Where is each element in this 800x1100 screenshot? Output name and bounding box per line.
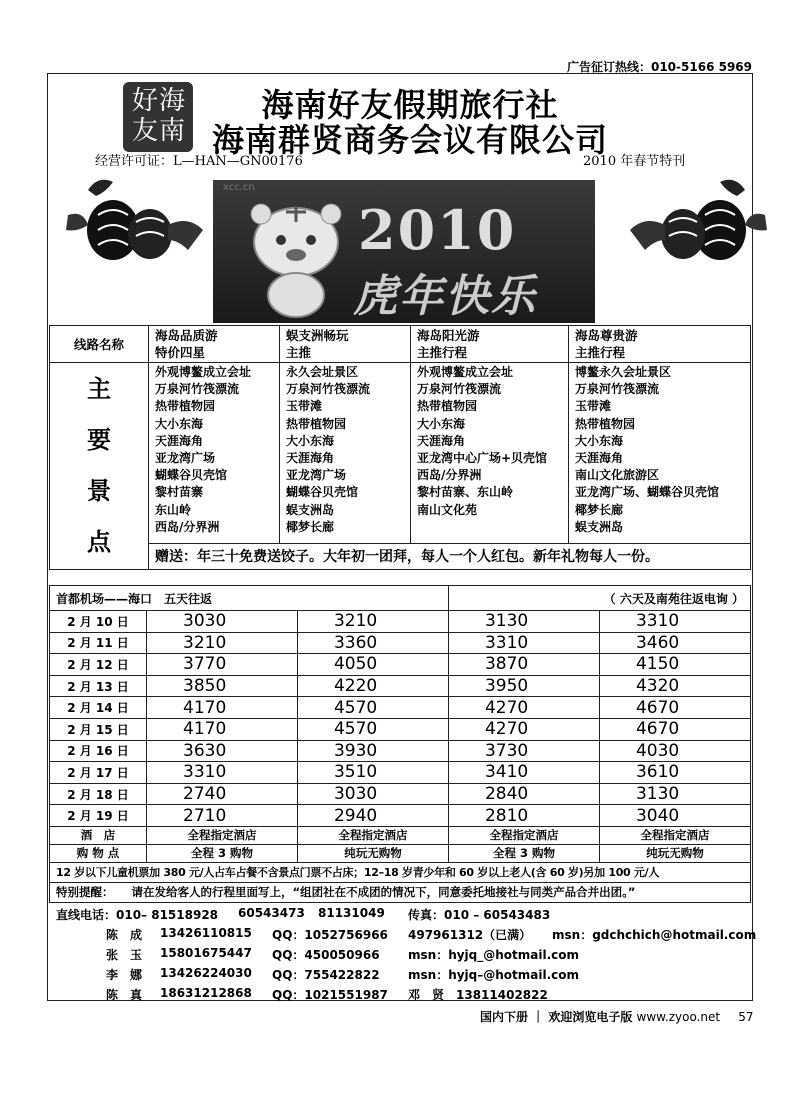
route-table bbox=[49, 325, 751, 570]
date-cell: 2 月 11 日 bbox=[50, 632, 147, 654]
price-cell: 3410 bbox=[448, 762, 599, 784]
spot-item: 天涯海角 bbox=[575, 451, 624, 466]
price-cell: 3610 bbox=[599, 762, 750, 784]
route-sub: 特价四星 bbox=[155, 345, 206, 360]
contact-qq: QQ：755422822 bbox=[272, 968, 380, 982]
price-cell: 3630 bbox=[147, 740, 298, 762]
price-cell: 3870 bbox=[448, 654, 599, 676]
date-cell: 2 月 10 日 bbox=[50, 611, 147, 633]
spot-item: 热带植物园 bbox=[417, 399, 478, 414]
price-cell: 3850 bbox=[147, 675, 298, 697]
spot-item: 亚龙湾广场、蝴蝶谷贝壳馆 bbox=[575, 485, 720, 500]
route-column bbox=[411, 326, 569, 363]
logo-char: 海 bbox=[159, 86, 186, 116]
price-cell: 4170 bbox=[147, 697, 298, 719]
price-cell: 3030 bbox=[297, 783, 448, 805]
price-cell: 4150 bbox=[599, 654, 750, 676]
contact-extra: 497961312（已满） bbox=[408, 928, 532, 942]
spot-item: 万泉河竹筏漂流 bbox=[575, 382, 660, 397]
date-cell: 2 月 17 日 bbox=[50, 762, 147, 784]
special-issue: 2010 年春节特刊 bbox=[583, 154, 686, 169]
contact-phone: 18631212868 bbox=[160, 986, 252, 1000]
price-cell: 4670 bbox=[599, 718, 750, 740]
price-cell: 3130 bbox=[448, 611, 599, 633]
spot-item: 亚龙湾中心广场+贝壳馆 bbox=[417, 451, 548, 466]
price-cell: 3510 bbox=[297, 762, 448, 784]
page-number: 57 bbox=[738, 1010, 754, 1024]
spot-item: 玉带滩 bbox=[575, 399, 612, 414]
route-sub: 主推行程 bbox=[417, 345, 468, 360]
price-cell: 4570 bbox=[297, 718, 448, 740]
price-cell: 3310 bbox=[599, 611, 750, 633]
spot-item: 大小东海 bbox=[575, 433, 624, 448]
spot-item: 大小东海 bbox=[155, 416, 204, 431]
route-note: （ 六天及南苑往返电询 ） bbox=[448, 586, 750, 611]
price-cell: 3040 bbox=[599, 805, 750, 827]
route-name: 海岛阳光游 bbox=[417, 328, 480, 343]
price-cell: 4170 bbox=[147, 718, 298, 740]
price-cell: 3210 bbox=[297, 611, 448, 633]
spot-item: 外观博鳌成立会址 bbox=[155, 365, 252, 379]
price-cell: 2710 bbox=[147, 805, 298, 827]
spot-item: 万泉河竹筏漂流 bbox=[286, 382, 371, 397]
price-cell: 4270 bbox=[448, 718, 599, 740]
price-table bbox=[49, 585, 751, 903]
banner-year: 2010 bbox=[358, 198, 517, 262]
direct-phone-3: 81131049 bbox=[318, 906, 385, 920]
contact-qq: QQ：450050966 bbox=[272, 948, 380, 962]
price-cell: 3130 bbox=[599, 783, 750, 805]
contact-extra: msn：hyjq–@hotmail.com bbox=[408, 968, 580, 982]
contact-extra: msn：hyjq_@hotmail.com bbox=[408, 948, 580, 962]
spot-item: 东山岭 bbox=[155, 502, 192, 517]
main-spots-label: 主 要 景 点 bbox=[50, 363, 149, 570]
price-cell: 3360 bbox=[297, 632, 448, 654]
spot-item: 南山文化旅游区 bbox=[575, 468, 660, 483]
route-column bbox=[569, 326, 751, 363]
route-name: 海岛尊贵游 bbox=[575, 328, 638, 343]
route-header-label: 线路名称 bbox=[50, 326, 149, 363]
special-reminder bbox=[50, 882, 751, 902]
reminder-label: 特别提醒： bbox=[56, 885, 114, 900]
price-cell: 3770 bbox=[147, 654, 298, 676]
contact-name: 陈 成 bbox=[106, 928, 143, 942]
spot-item: 大小东海 bbox=[286, 433, 335, 448]
spot-item: 椰梦长廊 bbox=[575, 502, 624, 517]
contact-phone: 15801675447 bbox=[160, 946, 252, 960]
price-cell: 4320 bbox=[599, 675, 750, 697]
spot-item: 天涯海角 bbox=[155, 433, 204, 448]
contact-name: 李 娜 bbox=[106, 968, 143, 982]
price-cell: 3210 bbox=[147, 632, 298, 654]
price-cell: 3030 bbox=[147, 611, 298, 633]
company-title-2: 海南群贤商务会议有限公司 bbox=[211, 121, 608, 159]
new-year-banner bbox=[213, 180, 595, 323]
price-row bbox=[50, 675, 751, 697]
contact-mail: msn：gdchchich@hotmail.com bbox=[552, 928, 757, 942]
spot-item: 玉带滩 bbox=[286, 399, 323, 414]
route-name: 蜈支洲畅玩 bbox=[286, 328, 349, 343]
logo-char: 南 bbox=[159, 116, 186, 146]
date-cell: 2 月 19 日 bbox=[50, 805, 147, 827]
contact-qq: QQ：1052756966 bbox=[272, 928, 388, 942]
route-column bbox=[280, 326, 411, 363]
route-sub: 主推 bbox=[286, 345, 312, 360]
spot-item: 大小东海 bbox=[417, 416, 466, 431]
spot-item: 椰梦长廊 bbox=[286, 519, 335, 534]
contact-qq: QQ：1021551987 bbox=[272, 988, 388, 1002]
price-row bbox=[50, 654, 751, 676]
spot-list bbox=[280, 363, 411, 544]
logo-char: 友 bbox=[132, 116, 159, 146]
price-row bbox=[50, 740, 751, 762]
footer bbox=[480, 1008, 754, 1025]
shop-value: 纯玩无购物 bbox=[599, 844, 750, 862]
price-cell: 2740 bbox=[147, 783, 298, 805]
spot-item: 蜈支洲岛 bbox=[575, 519, 624, 534]
route-label: 首都机场——海口 五天往返 bbox=[50, 586, 449, 611]
contact-extra: 邓 贤 13811402822 bbox=[408, 988, 548, 1002]
spot-list bbox=[149, 363, 280, 544]
price-row bbox=[50, 783, 751, 805]
spot-item: 永久会址景区 bbox=[286, 365, 359, 379]
spot-item: 亚龙湾广场 bbox=[155, 451, 216, 466]
hotel-value: 全程指定酒店 bbox=[448, 826, 599, 844]
spot-item: 万泉河竹筏漂流 bbox=[417, 382, 502, 397]
price-cell: 4270 bbox=[448, 697, 599, 719]
spot-item: 亚龙湾广场 bbox=[286, 468, 347, 483]
price-cell: 3930 bbox=[297, 740, 448, 762]
spot-item: 热带植物园 bbox=[575, 416, 636, 431]
footer-url[interactable]: www.zyoo.net bbox=[636, 1010, 721, 1024]
spot-item: 热带植物园 bbox=[155, 399, 216, 414]
price-row bbox=[50, 762, 751, 784]
date-cell: 2 月 12 日 bbox=[50, 654, 147, 676]
license-number: 经营许可证：L—HAN—GN00176 bbox=[95, 154, 303, 169]
route-column bbox=[149, 326, 280, 363]
price-cell: 3310 bbox=[147, 762, 298, 784]
date-cell: 2 月 15 日 bbox=[50, 718, 147, 740]
price-row bbox=[50, 718, 751, 740]
spot-item: 蝴蝶谷贝壳馆 bbox=[155, 468, 228, 483]
price-cell: 3460 bbox=[599, 632, 750, 654]
company-title: 海南好友假期旅行社 bbox=[261, 86, 559, 124]
spot-item: 天涯海角 bbox=[286, 451, 335, 466]
hotel-value: 全程指定酒店 bbox=[147, 826, 298, 844]
date-cell: 2 月 18 日 bbox=[50, 783, 147, 805]
date-cell: 2 月 16 日 bbox=[50, 740, 147, 762]
spot-item: 西岛/分界洲 bbox=[155, 519, 220, 534]
footer-text: 国内下册 ｜ 欢迎浏览电子版 bbox=[480, 1010, 633, 1024]
date-cell: 2 月 13 日 bbox=[50, 675, 147, 697]
spot-item: 万泉河竹筏漂流 bbox=[155, 382, 240, 397]
price-cell: 3730 bbox=[448, 740, 599, 762]
price-cell: 2840 bbox=[448, 783, 599, 805]
contact-name: 张 玉 bbox=[106, 948, 143, 962]
price-row bbox=[50, 611, 751, 633]
price-cell: 4670 bbox=[599, 697, 750, 719]
spot-item: 热带植物园 bbox=[286, 416, 347, 431]
price-row bbox=[50, 697, 751, 719]
spot-item: 黎村苗寨 bbox=[155, 485, 204, 500]
date-cell: 2 月 14 日 bbox=[50, 697, 147, 719]
spot-item: 南山文化苑 bbox=[417, 502, 478, 517]
spot-item: 蜈支洲岛 bbox=[286, 502, 335, 517]
ad-hotline: 广告征订热线：010-5166 5969 bbox=[566, 60, 752, 74]
right-lantern-icon bbox=[625, 170, 775, 270]
spot-item: 外观博鳌成立会址 bbox=[417, 365, 514, 379]
price-cell: 2810 bbox=[448, 805, 599, 827]
spot-list bbox=[569, 363, 751, 544]
spot-item: 天涯海角 bbox=[417, 433, 466, 448]
spot-item: 博鳌永久会址景区 bbox=[575, 365, 672, 379]
logo-char: 好 bbox=[132, 86, 159, 116]
shop-label: 购 物 点 bbox=[50, 844, 147, 862]
spot-item: 西岛/分界洲 bbox=[417, 468, 482, 483]
shop-value: 纯玩无购物 bbox=[297, 844, 448, 862]
fax: 传真：010 – 60543483 bbox=[408, 908, 551, 922]
hotel-value: 全程指定酒店 bbox=[599, 826, 750, 844]
reminder-text: 请在发给客人的行程里面写上，“组团社在不成团的情况下，同意委托地接社与同类产品合并出团。” bbox=[131, 885, 636, 900]
contact-phone: 13426110815 bbox=[160, 926, 252, 940]
spot-list bbox=[411, 363, 569, 544]
banner-greeting: 虎年快乐 bbox=[353, 271, 537, 322]
hotel-label: 酒 店 bbox=[50, 826, 147, 844]
price-cell: 4050 bbox=[297, 654, 448, 676]
gift-note: 赠送：年三十免费送饺子。大年初一团拜，每人一个人红包。新年礼物每人一份。 bbox=[149, 544, 751, 570]
direct-phone-label: 直线电话：010– 81518928 bbox=[56, 908, 219, 922]
age-note: 12 岁以下儿童机票加 380 元/人占车占餐不含景点门票不占床；12–18 岁青少年和 60 岁以上老人(含 60 岁)另加 100 元/人 bbox=[50, 862, 751, 882]
price-row bbox=[50, 805, 751, 827]
contact-name: 陈 真 bbox=[106, 988, 143, 1002]
left-lantern-icon bbox=[58, 170, 208, 270]
price-row bbox=[50, 632, 751, 654]
hotel-value: 全程指定酒店 bbox=[297, 826, 448, 844]
route-sub: 主推行程 bbox=[575, 345, 626, 360]
price-cell: 3950 bbox=[448, 675, 599, 697]
route-name: 海岛品质游 bbox=[155, 328, 218, 343]
price-cell: 4220 bbox=[297, 675, 448, 697]
price-cell: 4030 bbox=[599, 740, 750, 762]
spot-item: 蝴蝶谷贝壳馆 bbox=[286, 485, 359, 500]
spot-item: 黎村苗寨、东山岭 bbox=[417, 485, 514, 500]
logo bbox=[123, 82, 193, 152]
shop-value: 全程 3 购物 bbox=[448, 844, 599, 862]
price-cell: 3310 bbox=[448, 632, 599, 654]
tiger-icon bbox=[241, 200, 351, 320]
watermark: xcc.cn bbox=[223, 182, 255, 193]
price-cell: 2940 bbox=[297, 805, 448, 827]
shop-value: 全程 3 购物 bbox=[147, 844, 298, 862]
direct-phone-2: 60543473 bbox=[238, 906, 305, 920]
price-cell: 4570 bbox=[297, 697, 448, 719]
contact-phone: 13426224030 bbox=[160, 966, 252, 980]
